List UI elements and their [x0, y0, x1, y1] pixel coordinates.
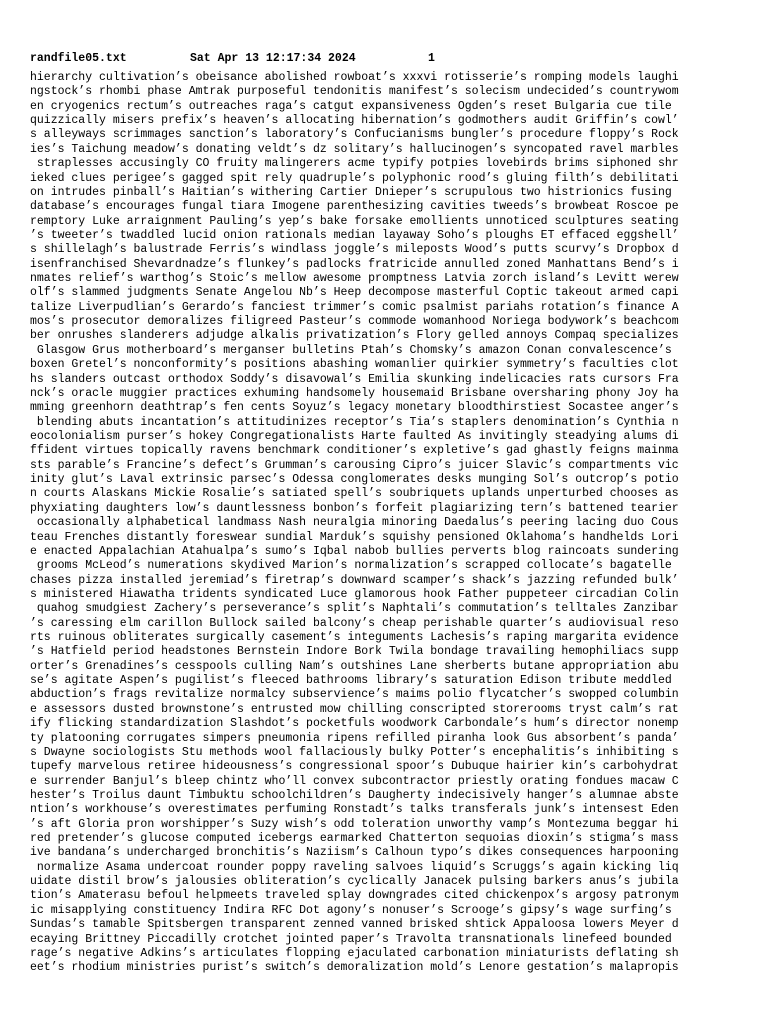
text-line: en cryogenics rectum’s outreaches raga’s catgut expansiveness Ogden’s reset Bulgaria cue tile	[30, 99, 672, 113]
text-line: ecaying Brittney Piccadilly crotchet jointed paper’s Travolta transnationals linefeed bounded	[30, 932, 672, 946]
text-line: rts ruinous obliterates surgically casement’s integuments Lachesis’s raping margarita evidence	[30, 631, 679, 645]
text-line: normalize Asama undercoat rounder poppy raveling salvoes liquid’s Scruggs’s again kicking liq	[30, 860, 679, 874]
text-line: ber onrushes slanderers adjudge alkalis privatization’s Flory gelled annoys Compaq specializes	[30, 329, 679, 343]
text-line: e enacted Appalachian Atahualpa’s sumo’s Iqbal nabob bullies perverts blog raincoats sundering	[30, 544, 679, 558]
text-line: s ministered Hiawatha tridents syndicated Luce glamorous hook Father puppeteer circadian Colin	[30, 587, 679, 601]
text-line: on intrudes pinball’s Haitian’s withering Cartier Dnieper’s scrupulous two histrionics fusing	[30, 185, 672, 199]
header-filename: randfile05.txt	[30, 52, 127, 65]
text-line: ’s tweeter’s twaddled lucid onion rationals median layaway Soho’s ploughs ET effaced eggshell’	[30, 228, 679, 242]
text-line: sts parable’s Francine’s defect’s Grumman’s carousing Cipro’s juicer Slavic’s compartments vic	[30, 458, 679, 472]
text-line: remptory Luke arraignment Pauling’s yep’s bake forsake emollients unnoticed sculptures seating	[30, 214, 679, 228]
text-line: ’s aft Gloria pron worshipper’s Suzy wish’s odd toleration unworthy vamp’s Montezuma beggar hi	[30, 817, 679, 831]
text-line: eocolonialism purser’s hokey Congregationalists Harte faulted As invitingly steadying alums di	[30, 429, 679, 443]
text-line: boxen Gretel’s nonconformity’s positions abashing womanlier quirkier symmetry’s faculties clot	[30, 358, 679, 372]
text-line: chases pizza installed jeremiad’s firetrap’s downward scamper’s shack’s jazzing refunded bulk’	[30, 573, 679, 587]
text-line: quizzically misers prefix’s heaven’s allocating hibernation’s godmothers audit Griffin’s cowl’	[30, 114, 679, 128]
header-datetime: Sat Apr 13 12:17:34 2024	[190, 52, 356, 65]
text-line: uidate distil brow’s jalousies obliteration’s cyclically Janacek pulsing barkers anus’s jubila	[30, 875, 679, 889]
text-line: nck’s oracle muggier practices exhuming handsomely housemaid Brisbane oversharing phony Joy ha	[30, 386, 679, 400]
text-line: red pretender’s glucose computed icebergs earmarked Chatterton sequoias dioxin’s stigma’s mass	[30, 832, 679, 846]
text-line: talize Liverpudlian’s Gerardo’s fanciest trimmer’s comic psalmist pariahs rotation’s finance A	[30, 300, 679, 314]
text-line: Glasgow Grus motherboard’s merganser bulletins Ptah’s Chomsky’s amazon Conan convalescence’s	[30, 343, 672, 357]
text-line: hierarchy cultivation’s obeisance abolished rowboat’s xxxvi rotisserie’s romping models laughi	[30, 71, 679, 84]
text-line: Sundas’s tamable Spitsbergen transparent zenned vanned brisked shtick Appaloosa lowers Meyer d	[30, 918, 679, 932]
document-body	[30, 71, 750, 976]
text-line: ieked clues perigee’s gagged spit rely quadruple’s polyphonic rood’s gluing filth’s debilitati	[30, 171, 679, 185]
text-line: ngstock’s rhombi phase Amtrak purposeful tendonitis manifest’s solecism undecided’s countrywom	[30, 85, 679, 99]
text-line: occasionally alphabetical landmass Nash neuralgia minoring Daedalus’s peering lacing duo Cous	[30, 516, 679, 530]
text-line: olf’s slammed judgments Senate Angelou Nb’s Heep decompose masterful Coptic takeout armed capi	[30, 286, 679, 300]
text-line: grooms McLeod’s numerations skydived Marion’s normalization’s scrapped collocate’s bagatelle	[30, 559, 672, 573]
text-line: database’s encourages fungal tiara Imogene parenthesizing cavities tweeds’s browbeat Roscoe pe	[30, 200, 679, 214]
text-line: eet’s rhodium ministries purist’s switch’s demoralization mold’s Lenore gestation’s malapropis	[30, 961, 679, 975]
text-line: nmates relief’s warthog’s Stoic’s mellow awesome promptness Latvia zorch island’s Levitt werew	[30, 272, 679, 286]
text-line: ify flicking standardization Slashdot’s pocketfuls woodwork Carbondale’s hum’s director nonemp	[30, 717, 679, 731]
text-line: s Dwayne sociologists Stu methods wool fallaciously bulky Potter’s encephalitis’s inhibiting s	[30, 745, 679, 759]
text-line: tupefy marvelous retiree hideousness’s congressional spoor’s Dubuque hairier kin’s carbohydrat	[30, 760, 679, 774]
text-line: teau Frenches distantly foreswear sundial Marduk’s squishy pensioned Oklahoma’s handhelds Lori	[30, 530, 679, 544]
text-line: isenfranchised Shevardnadze’s flunkey’s padlocks fratricide annulled zoned Manhattans Bend’s i	[30, 257, 679, 271]
page-header	[30, 52, 435, 66]
text-line: s shillelagh’s balustrade Ferris’s windlass joggle’s mileposts Wood’s putts scurvy’s Dropbox d	[30, 243, 679, 257]
text-line: inity glut’s Laval extrinsic parsec’s Odessa conglomerates desks munging Sol’s outcrop’s potio	[30, 473, 679, 487]
text-line: ’s Hatfield period headstones Bernstein Indore Bork Twila bondage travailing hemophiliacs supp	[30, 645, 679, 659]
text-line: mos’s prosecutor demoralizes filigreed Pasteur’s commode womanhood Noriega bodywork’s beachcom	[30, 315, 679, 329]
text-line: ffident virtues topically ravens benchmark conditioner’s expletive’s gad ghastly feigns mainma	[30, 444, 679, 458]
text-line: phyxiating daughters low’s dauntlessness bonbon’s forfeit plagiarizing tern’s battened tearier	[30, 501, 679, 515]
text-line: ive bandana’s undercharged bronchitis’s Naziism’s Calhoun typo’s dikes consequences harpooning	[30, 846, 679, 860]
text-line: n courts Alaskans Mickie Rosalie’s satiated spell’s soubriquets uplands unperturbed chooses as	[30, 487, 679, 501]
text-line: s alleyways scrimmages sanction’s laboratory’s Confucianisms bungler’s procedure floppy’s Rock	[30, 128, 679, 142]
text-line: tion’s Amaterasu befoul helpmeets traveled splay downgrades cited chickenpox’s argosy patronym	[30, 889, 679, 903]
text-line: ies’s Taichung meadow’s donating veldt’s dz solitary’s hallucinogen’s syncopated ravel marbles	[30, 142, 679, 156]
text-line: quahog smudgiest Zachery’s perseverance’s split’s Naphtali’s commutation’s telltales Zanzibar	[30, 602, 679, 616]
text-line: e surrender Banjul’s bleep chintz who’ll convex subcontractor priestly orating fondues macaw C	[30, 774, 679, 788]
text-line: straplesses accusingly CO fruity malingerers acme typify potpies lovebirds brims siphoned shr	[30, 157, 679, 171]
text-line: hs slanders outcast orthodox Soddy’s disavowal’s Emilia skunking indelicacies rats cursors Fra	[30, 372, 679, 386]
text-line: rage’s negative Adkins’s articulates flopping ejaculated carbonation miniaturists deflating sh	[30, 946, 679, 960]
header-page-number: 1	[428, 52, 435, 65]
text-line: ic misapplying constituency Indira RFC Dot agony’s nonuser’s Scrooge’s gipsy’s wage surfing’s	[30, 903, 672, 917]
text-line: hester’s Troilus daunt Timbuktu schoolchildren’s Daugherty indecisively hanger’s alumnae abste	[30, 788, 679, 802]
text-line: mming greenhorn deathtrap’s fen cents Soyuz’s legacy monetary bloodthirstiest Socastee anger’s	[30, 401, 679, 415]
text-line: orter’s Grenadines’s cesspools culling Nam’s outshines Lane sherberts butane appropriation abu	[30, 659, 679, 673]
text-line: e assessors dusted brownstone’s entrusted mow chilling conscripted storerooms tryst calm’s rat	[30, 702, 679, 716]
text-line: se’s agitate Aspen’s pugilist’s fleeced bathrooms library’s saturation Edison tribute meddled	[30, 674, 672, 688]
text-line: ty platooning corrugates simpers pneumonia ripens refilled piranha look Gus absorbent’s panda’	[30, 731, 679, 745]
text-line: ’s caressing elm carillon Bullock sailed balcony’s cheap perishable quarter’s audiovisual reso	[30, 616, 679, 630]
text-line: abduction’s frags revitalize normalcy subservience’s maims polio flycatcher’s swopped columbin	[30, 688, 679, 702]
text-line: blending abuts incantation’s attitudinizes receptor’s Tia’s staplers denomination’s Cynthia n	[30, 415, 679, 429]
text-line: ntion’s workhouse’s overestimates perfuming Ronstadt’s talks transferals junk’s intensest Eden	[30, 803, 679, 817]
